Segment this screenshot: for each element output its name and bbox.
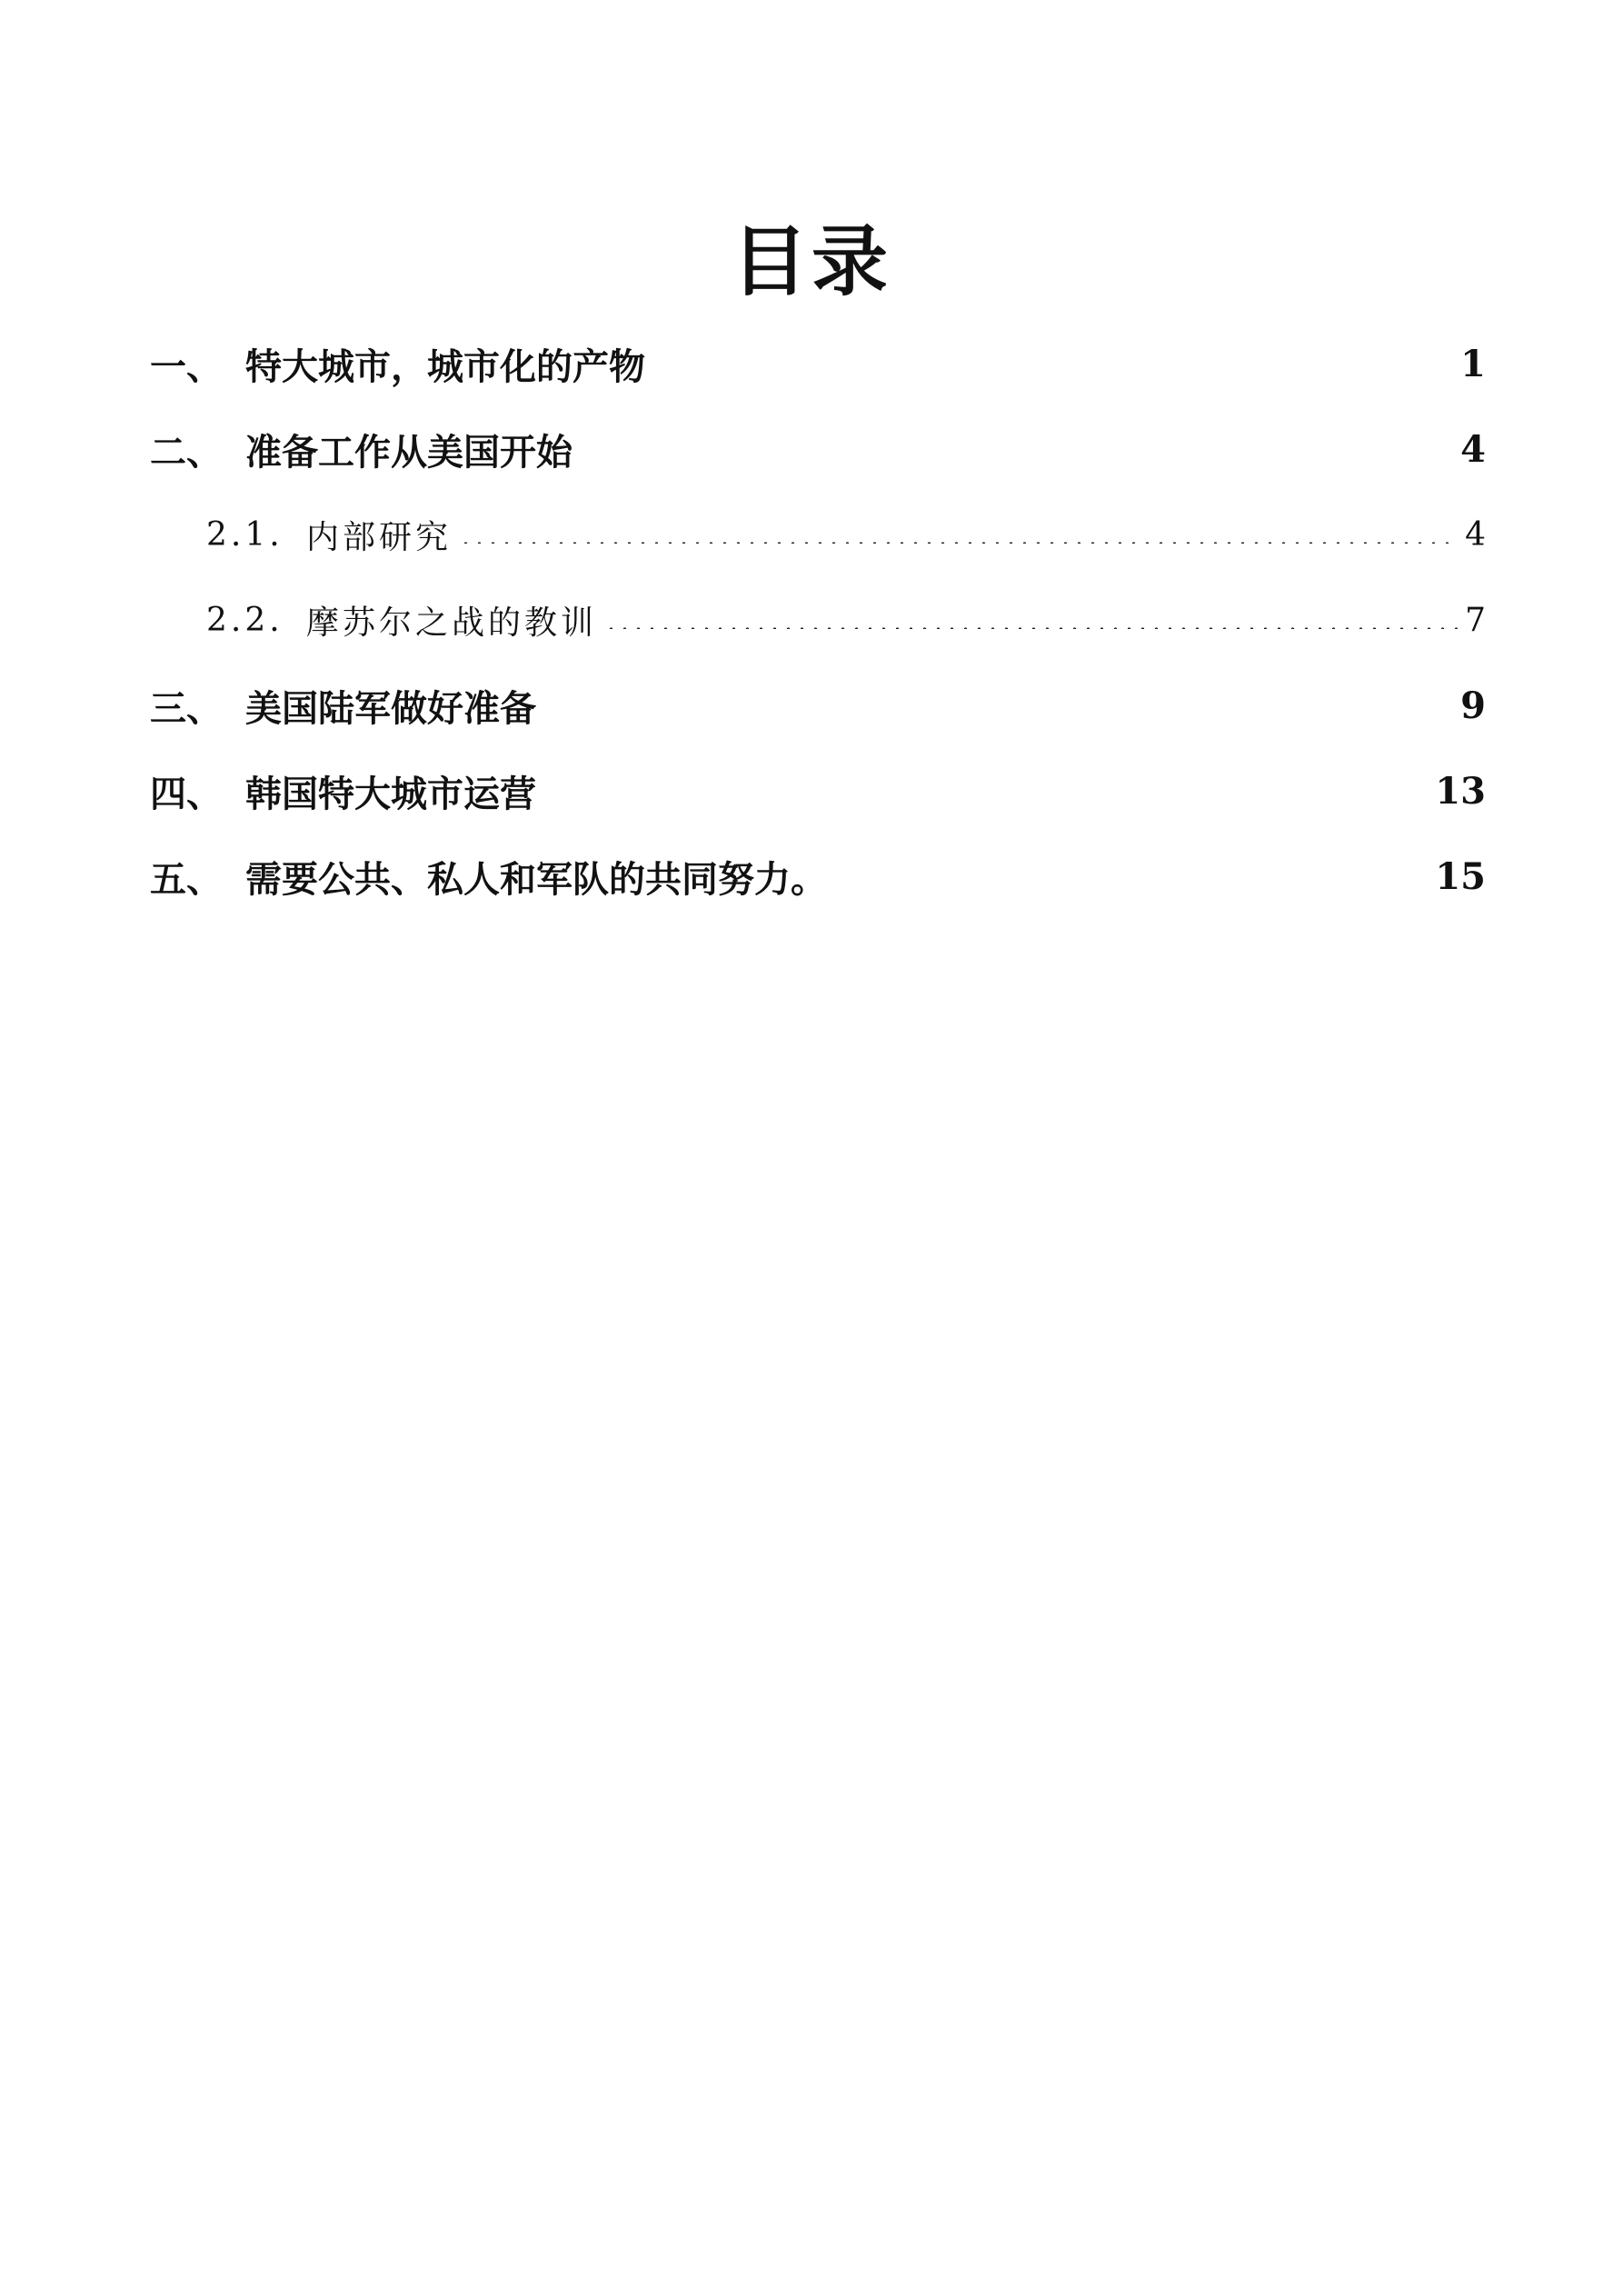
toc-entry-page: 4 — [1465, 515, 1486, 554]
toc-entry-number: 一、 — [150, 344, 223, 388]
toc-entry-page: 1 — [1460, 342, 1486, 385]
toc-dot-leader — [604, 627, 1458, 629]
toc-entry-label: 美国陆军做好准备 — [245, 686, 536, 730]
toc-entry-number: 二、 — [150, 430, 223, 474]
toc-entry-page: 7 — [1465, 601, 1486, 639]
toc-entry-2-1[interactable] — [150, 507, 1486, 562]
toc-entry-number: 2.2. — [206, 601, 284, 639]
toc-entry-1[interactable] — [150, 336, 1486, 391]
toc-entry-number: 三、 — [150, 686, 223, 730]
toc-entry-2-2[interactable] — [150, 593, 1486, 647]
toc-entry-page: 13 — [1435, 769, 1486, 813]
toc-entry-label: 摩苏尔之战的教训 — [306, 604, 598, 642]
toc-entry-label: 准备工作从美国开始 — [245, 430, 573, 474]
toc-entry-number: 四、 — [150, 772, 223, 815]
page-title: 目录 — [731, 216, 891, 306]
toc-entry-label: 内部研究 — [306, 518, 453, 556]
toc-dot-leader — [459, 542, 1458, 544]
toc-entry-label: 需要公共、私人和军队的共同努力。 — [245, 857, 827, 901]
toc-entry-5[interactable] — [150, 849, 1486, 903]
toc-entry-4[interactable] — [150, 764, 1486, 818]
toc-entry-2[interactable] — [150, 422, 1486, 476]
toc-entry-page: 4 — [1460, 427, 1486, 471]
toc-entry-page: 15 — [1435, 854, 1486, 898]
toc-entry-number: 五、 — [150, 857, 223, 901]
toc-entry-number: 2.1. — [206, 515, 284, 554]
toc-entry-label: 特大城市，城市化的产物 — [245, 344, 645, 388]
toc-entry-label: 韩国特大城市运营 — [245, 772, 536, 815]
toc-entry-3[interactable] — [150, 678, 1486, 733]
toc-entry-page: 9 — [1460, 684, 1486, 727]
